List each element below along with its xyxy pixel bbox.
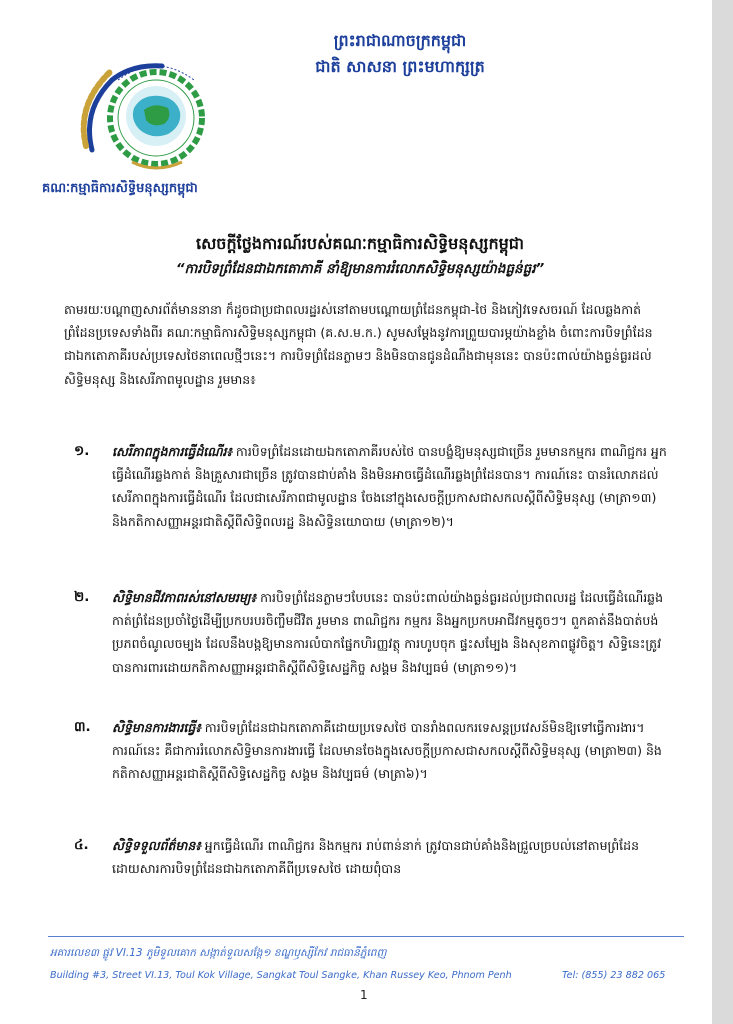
chrc-emblem-icon (72, 50, 222, 180)
item-text: ការបិទព្រំដែនជាឯកតោភាគីដោយប្រទេសថៃ បានរាំងពលករទេសន្តប្រវេសន៍មិនឱ្យទៅធ្វើការងារ។ ការណ៍នេះ គឺជាការរំលោភសិទ្ធិមានការងារធ្វើ ដែលមានចែងក្នុងសេចក្តីប្រកាសជាសកលស្តីពីសិទ្ធិមនុស្ស (មាត្រា២៣) និងកតិកាសញ្ញាអន្តរជាតិស្តីពីសិទ្ធិសេដ្ឋកិច្ច សង្គម និងវប្បធម៌ (មាត្រា៦)។ (112, 720, 662, 782)
item-number: ៣. (74, 719, 91, 735)
footer-address-khmer: អគារលេខ៣ ផ្លូវ VI.13 ភូមិទួលគោក សង្កាត់ទួលសង្កែ១ ខណ្ឌឫស្សីកែវ រាជធានីភ្នំពេញ (50, 947, 387, 959)
organization-name: គណៈកម្មាធិការសិទ្ធិមនុស្សកម្ពុជា (42, 181, 198, 196)
item-number: ៤. (74, 837, 89, 853)
item-number: ២. (74, 589, 90, 605)
footer-telephone: Tel: (855) 23 882 065 (562, 970, 666, 981)
kingdom-header (270, 28, 530, 80)
kingdom-line2: ជាតិ សាសនា ព្រះមហាក្សត្រ (315, 57, 485, 76)
list-item (74, 586, 668, 679)
item-text: ការបិទព្រំដែនភ្លាមៗបែបនេះ បានប៉ះពាល់យ៉ាងធ្ងន់ធ្ងរដល់ប្រជាពលរដ្ឋ ដែលធ្វើដំណើរឆ្លងកាត់ព្រំដែនប្រចាំថ្ងៃដើម្បីប្រកបរបរចិញ្ចឹមជីវិត រួមមាន ពាណិជ្ជករ កម្មករ និងអ្នកប្រកបអាជីវកម្មតូចៗ។ ពួកគាត់នឹងបាត់បង់ប្រភពចំណូលចម្បង ដែលនឹងបង្កឱ្យមានការលំបាកផ្នែកហិរញ្ញវត្ថុ ការហូបចុក ផ្ទះសម្បែង និងសុខភាពផ្លូវចិត្ត។ សិទ្ធិនេះត្រូវបានការពារដោយកតិកាសញ្ញាអន្តរជាតិស្តីពីសិទ្ធិសេដ្ឋកិច្ច សង្គម និងវប្បធម៌ (មាត្រា១១)។ (112, 590, 664, 675)
item-heading: សិទ្ធិមានការងារធ្វើ៖ (112, 720, 201, 735)
footer-divider (48, 936, 684, 937)
item-heading: សិទ្ធិទទួលព័ត៌មាន៖ (112, 838, 201, 853)
item-text: ការបិទព្រំដែនដោយឯកតោភាគីរបស់ថៃ បានបង្ខំឱ្យមនុស្សជាច្រើន រួមមានកម្មករ ពាណិជ្ជករ អ្នកធ្វើដំណើរឆ្លងកាត់ និងគ្រួសារជាច្រើន ត្រូវបានជាប់គាំង និងមិនអាចធ្វើដំណើរឆ្លងព្រំដែនបាន។ ការណ៍នេះ បានរំលោភដល់សេរីភាពក្នុងការធ្វើដំណើរ ដែលជាសេរីភាពជាមូលដ្ឋាន ចែងនៅក្នុងសេចក្តីប្រកាសជាសកលស្តីពីសិទ្ធិមនុស្ស (មាត្រា១៣) និងកតិកាសញ្ញាអន្តរជាតិស្តីពីសិទ្ធិពលរដ្ឋ និងសិទ្ធិនយោបាយ (មាត្រា១២)។ (112, 444, 667, 529)
item-text: អ្នកធ្វើដំណើរ ពាណិជ្ជករ និងកម្មករ រាប់ពាន់នាក់ ត្រូវបានជាប់គាំងនិងជ្រួលច្របល់នៅតាមព្រំដែន ដោយសារការបិទព្រំដែនជាឯកតោភាគីពីប្រទេសថៃ ដោយពុំបាន (112, 838, 640, 877)
item-heading: សេរីភាពក្នុងការធ្វើដំណើរ៖ (112, 444, 232, 459)
page-edge-shadow (712, 0, 733, 1024)
kingdom-line1: ព្រះរាជាណាចក្រកម្ពុជា (333, 31, 467, 50)
list-item (74, 716, 668, 786)
list-item (74, 834, 668, 880)
page-number: 1 (360, 988, 368, 1002)
item-heading: សិទ្ធិមានជីវភាពរស់នៅសមរម្យ៖ (112, 590, 257, 605)
footer-address-english: Building #3, Street VI.13, Toul Kok Village, Sangkat Toul Sangke, Khan Russey Keo, Phnom Penh (50, 970, 512, 981)
item-number: ១. (74, 443, 90, 459)
intro-paragraph: តាមរយៈបណ្តាញសារព័ត៌មាននានា ក៏ដូចជាប្រជាពលរដ្ឋរស់នៅតាមបណ្តោយព្រំដែនកម្ពុជា-ថៃ និងភៀវទេសចរណ៍ ដែលឆ្លងកាត់ព្រំដែនប្រទេសទាំងពីរ គណៈកម្មាធិការសិទ្ធិមនុស្សកម្ពុជា (គ.ស.ម.ក.) សូមសម្តែងនូវការព្រួយបារម្ភយ៉ាងខ្លាំង ចំពោះការបិទព្រំដែនជាឯកតោភាគីរបស់ប្រទេសថៃនាពេលថ្មីៗនេះ។ ការបិទព្រំដែនភ្លាមៗ និងមិនបានជូនដំណឹងជាមុននេះ បានប៉ះពាល់យ៉ាងធ្ងន់ធ្ងរដល់សិទ្ធិមនុស្ស និងសេរីភាពមូលដ្ឋាន រួមមាន៖ (64, 302, 653, 387)
document-subtitle: “ការបិទព្រំដែនជាឯកតោភាគី នាំឱ្យមានការរំលោភសិទ្ធិមនុស្សយ៉ាងធ្ងន់ធ្ងរ” (175, 261, 545, 277)
list-item (74, 440, 668, 533)
document-title: សេចក្តីថ្លែងការណ៍របស់គណៈកម្មាធិការសិទ្ធិមនុស្សកម្ពុជា (195, 234, 524, 253)
